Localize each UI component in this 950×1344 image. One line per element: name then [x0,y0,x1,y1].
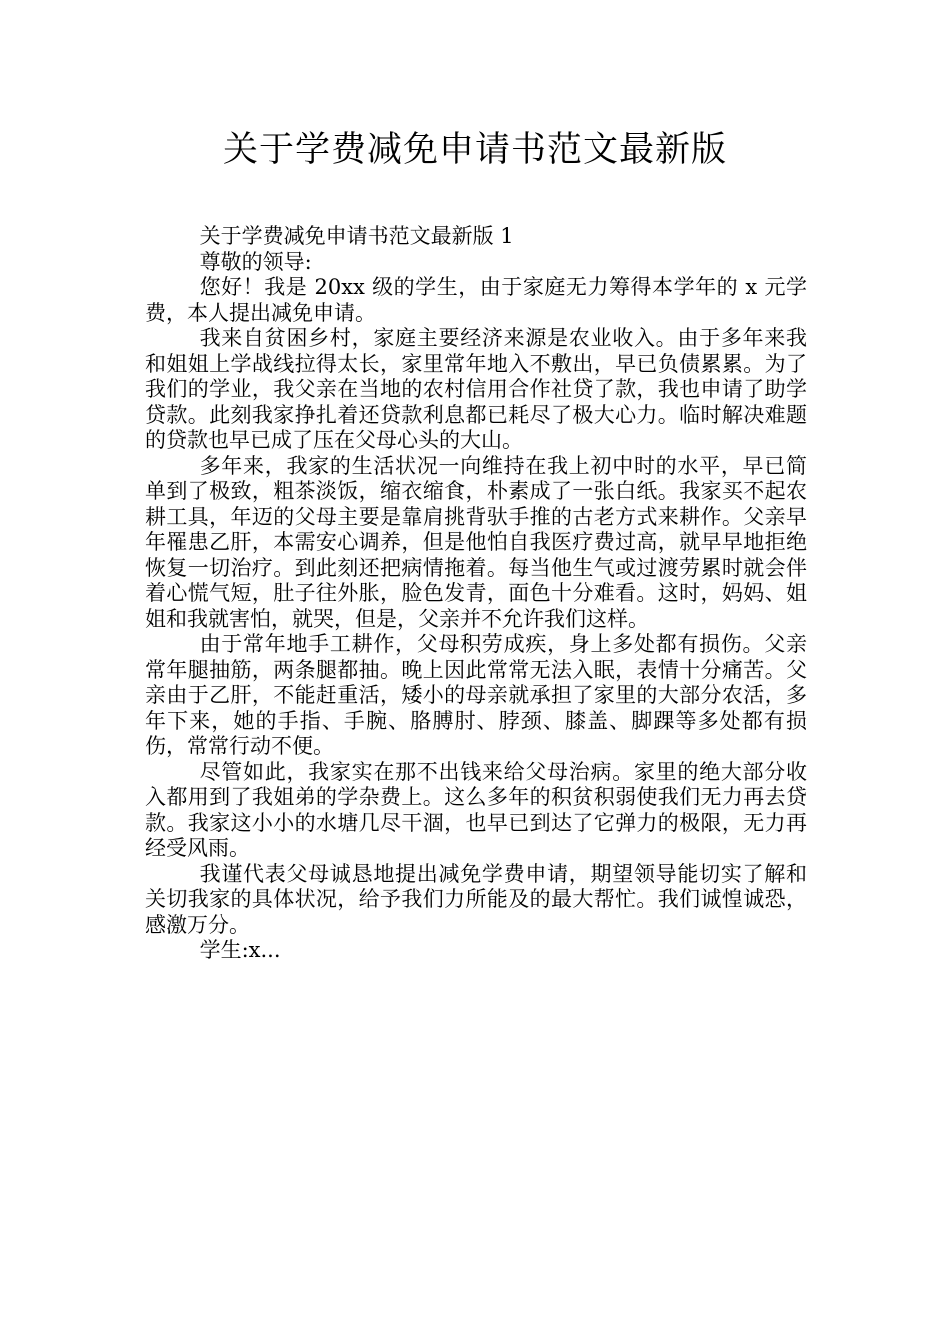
greeting-paragraph: 您好！我是 20xx 级的学生，由于家庭无力筹得本学年的 x 元学费，本人提出减免申请。 [145,275,807,325]
subtitle-paragraph: 关于学费减免申请书范文最新版 1 [199,224,514,248]
body-paragraph-request: 我谨代表父母诚恳地提出减免学费申请，期望领导能切实了解和关切我家的具体状况，给予我们力所能及的最大帮忙。我们诚惶诚恐，感激万分。 [145,861,807,937]
signature-paragraph: 学生:x... [199,938,281,962]
document-title: 关于学费减免申请书范文最新版 [222,130,727,170]
salutation-paragraph: 尊敬的领导: [199,249,312,274]
body-paragraph-parents-health: 由于常年地手工耕作，父母积劳成疾，身上多处都有损伤。父亲常年腿抽筋，两条腿都抽。晚上因此常常无法入眠，表情十分痛苦。父亲由于乙肝，不能赶重活，矮小的母亲就承担了家里的大部分农活，多年下来，她的手指、手腕、胳膊肘、脖颈、膝盖、脚踝等多处都有损伤，常常行动不便。 [145,632,807,758]
body-paragraph-living-conditions: 多年来，我家的生活状况一向维持在我上初中时的水平，早已简单到了极致，粗茶淡饭，缩衣缩食，朴素成了一张白纸。我家买不起农耕工具，年迈的父母主要是靠肩挑背驮手推的古老方式来耕作。父亲早年罹患乙肝，本需安心调养，但是他怕自我医疗费过高，就早早地拒绝恢复一切治疗。到此刻还把病情拖着。每当他生气或过渡劳累时就会伴着心慌气短，肚子往外胀，脸色发青，面色十分难看。这时，妈妈、姐姐和我就害怕，就哭，但是，父亲并不允许我们这样。 [145,453,807,631]
body-paragraph-finances: 尽管如此，我家实在那不出钱来给父母治病。家里的绝大部分收入都用到了我姐弟的学杂费上。这么多年的积贫积弱使我们无力再去贷款。我家这小小的水塘几尽干涸，也早已到达了它弹力的极限，无力再经受风雨。 [145,759,807,860]
body-paragraph-background: 我来自贫困乡村，家庭主要经济来源是农业收入。由于多年来我和姐姐上学战线拉得太长，家里常年地入不敷出，早已负债累累。为了我们的学业，我父亲在当地的农村信用合作社贷了款，我也申请了助学贷款。此刻我家挣扎着还贷款利息都已耗尽了极大心力。临时解决难题的贷款也早已成了压在父母心头的大山。 [145,326,807,452]
document-body [145,224,807,964]
